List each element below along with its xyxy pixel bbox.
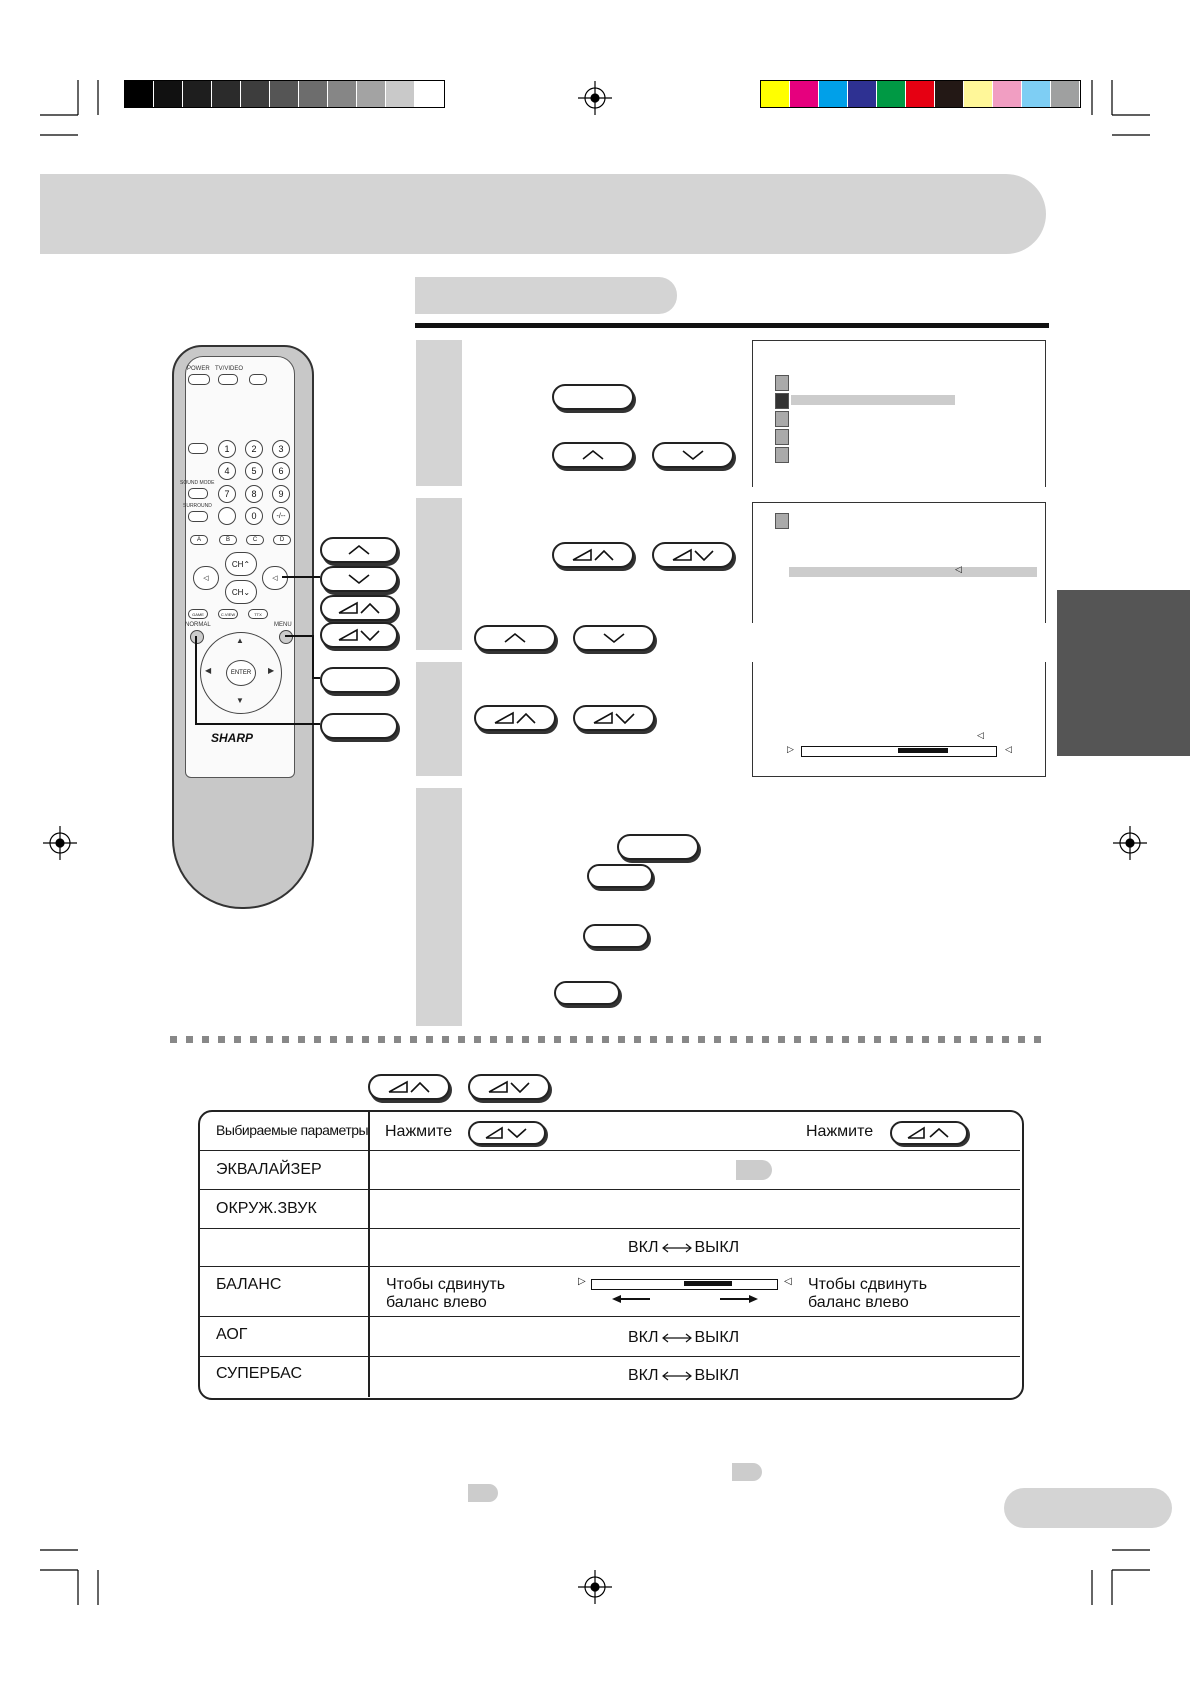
table-row-divider	[198, 1228, 1020, 1229]
digit-button-1[interactable]: 1	[218, 440, 236, 458]
cview-button[interactable]: C.VIEW	[218, 609, 238, 619]
step2-vol-up-button[interactable]	[552, 542, 634, 568]
table-balance-fill	[684, 1281, 732, 1286]
step-bar-1	[416, 340, 462, 486]
digit-button-6[interactable]: 6	[272, 462, 290, 480]
speaker-right-icon: ◁	[1005, 744, 1012, 754]
menu-icon-sound	[775, 393, 789, 409]
nav-left-arrow-icon[interactable]: ◀	[205, 666, 212, 675]
nav-down-arrow-icon[interactable]: ▼	[236, 696, 244, 705]
vol-down-button[interactable]: ◁	[193, 566, 219, 590]
left-arrow-icon	[612, 1294, 652, 1304]
dotted-separator	[170, 1036, 1050, 1043]
reference-tag	[736, 1160, 772, 1180]
digit-button-3[interactable]: 3	[272, 440, 290, 458]
sound-mode-label: SOUND MODE	[180, 480, 215, 486]
toggle-row-superbass	[628, 1367, 739, 1385]
up-button[interactable]	[320, 537, 398, 563]
osd-screen-sound	[752, 502, 1046, 623]
vol-down-callout-button[interactable]	[320, 622, 398, 648]
ch-down-button[interactable]: CH ⌄	[225, 580, 257, 604]
nav-right-arrow-icon[interactable]: ▶	[268, 666, 275, 675]
button-d[interactable]: D	[273, 535, 291, 545]
enter-button[interactable]: ENTER	[226, 660, 256, 686]
step4-button-3[interactable]	[583, 924, 649, 948]
header-vol-down-icon	[468, 1121, 546, 1145]
menu-highlight-bar	[791, 395, 955, 405]
normal-label: NORMAL	[185, 622, 211, 628]
step2-down-button[interactable]	[573, 625, 655, 651]
footer-tag-1	[732, 1463, 762, 1481]
menu-label: MENU	[274, 622, 292, 628]
header-param: Выбираемые параметры	[216, 1122, 369, 1138]
step2-vol-down-button[interactable]	[652, 542, 734, 568]
down-button[interactable]	[320, 566, 398, 592]
ch-down-label: CH	[231, 587, 244, 597]
toggle-on-label: ВКЛ	[628, 1239, 659, 1256]
digit-button-5[interactable]: 5	[245, 462, 263, 480]
table-vol-up-button[interactable]	[368, 1074, 450, 1100]
digit-button-2[interactable]: 2	[245, 440, 263, 458]
normal-callout-button[interactable]	[320, 713, 398, 739]
step1-up-button[interactable]	[552, 442, 634, 468]
ch-up-button[interactable]: CH ⌃	[225, 552, 257, 576]
menu-icon-picture	[775, 375, 789, 391]
table-row-divider	[198, 1356, 1020, 1357]
step1-menu-button[interactable]	[552, 384, 634, 410]
sound-highlight-bar	[789, 567, 1037, 577]
step3-vol-up-button[interactable]	[474, 705, 556, 731]
speaker-left-icon: ▷	[787, 744, 794, 754]
vol-up-callout-button[interactable]	[320, 595, 398, 621]
row-name-equalizer: ЭКВАЛАЙЗЕР	[216, 1161, 322, 1178]
osd-screen-menu	[752, 340, 1046, 487]
digit-button-0[interactable]: 0	[245, 507, 263, 525]
step-bar-2	[416, 498, 462, 650]
vol-up-button[interactable]: ◁	[262, 566, 288, 590]
digit-button-9[interactable]: 9	[272, 485, 290, 503]
osd-screen-balance	[752, 662, 1046, 777]
step2-up-button[interactable]	[474, 625, 556, 651]
double-arrow-icon	[661, 1243, 693, 1253]
button-a[interactable]: A	[190, 535, 208, 545]
step3-vol-down-button[interactable]	[573, 705, 655, 731]
step-bar-3	[416, 662, 462, 776]
step4-button-4[interactable]	[554, 981, 620, 1005]
menu-icon-setup	[775, 411, 789, 427]
step-bar-4	[416, 788, 462, 1026]
table-row-divider	[198, 1189, 1020, 1190]
row-name-surround: ОКРУЖ.ЗВУК	[216, 1200, 317, 1217]
table-column-divider	[368, 1111, 370, 1397]
balance-bar-fill	[898, 748, 948, 753]
table-row-divider	[198, 1266, 1020, 1267]
toggle-on-label: ВКЛ	[628, 1367, 659, 1384]
step4-button-2[interactable]	[587, 864, 653, 888]
speaker-icon: ◁	[955, 564, 962, 574]
row-name-balance: БАЛАНС	[216, 1276, 282, 1293]
menu-icon-channel	[775, 447, 789, 463]
table-speaker-left-icon: ▷	[578, 1276, 586, 1287]
table-row-divider	[198, 1150, 1020, 1151]
remote-brand-logo: SHARP	[211, 731, 254, 745]
step4-button-1[interactable]	[617, 834, 699, 860]
digit-button-4[interactable]: 4	[218, 462, 236, 480]
toggle-row-aog	[628, 1329, 739, 1347]
header-press-left: Нажмите	[385, 1123, 453, 1140]
row-name-aog: АОГ	[216, 1326, 248, 1343]
menu-callout-button[interactable]	[320, 667, 398, 693]
ttx-button[interactable]: TTX	[248, 609, 268, 619]
power-label: POWER	[187, 366, 210, 372]
table-row-divider	[198, 1316, 1020, 1317]
game-button[interactable]: GAME	[188, 609, 208, 619]
footer-tag-2	[468, 1484, 498, 1502]
balance-right-text: Чтобы сдвинуть баланс влево	[808, 1276, 928, 1311]
row-name-superbass: СУПЕРБАС	[216, 1365, 303, 1382]
menu-icon-feature	[775, 429, 789, 445]
double-arrow-icon	[661, 1371, 693, 1381]
balance-bar	[801, 746, 997, 757]
step1-down-button[interactable]	[652, 442, 734, 468]
toggle-off-label: ВЫКЛ	[694, 1367, 740, 1384]
tvvideo-label: TV/VIDEO	[215, 366, 244, 372]
page-number-pill	[1004, 1488, 1172, 1528]
double-arrow-icon	[661, 1333, 693, 1343]
speaker-icon-top: ◁	[977, 730, 984, 740]
header-vol-up-icon	[890, 1121, 968, 1145]
header-press-right: Нажмите	[806, 1123, 874, 1140]
toggle-row-3	[628, 1239, 739, 1257]
sound-menu-icon	[775, 513, 789, 529]
toggle-off-label: ВЫКЛ	[694, 1329, 740, 1346]
ch-up-label: CH	[231, 559, 244, 569]
nav-up-arrow-icon[interactable]: ▲	[236, 636, 244, 645]
toggle-on-label: ВКЛ	[628, 1329, 659, 1346]
button-c[interactable]: C	[246, 535, 264, 545]
digit-mode-button[interactable]: -/--	[272, 507, 290, 525]
balance-left-text: Чтобы сдвинуть баланс влево	[386, 1276, 506, 1311]
toggle-off-label: ВЫКЛ	[694, 1239, 740, 1256]
button-b[interactable]: B	[219, 535, 237, 545]
surround-label: SURROUND	[183, 503, 212, 509]
table-balance-bar	[591, 1279, 778, 1290]
table-speaker-right-icon: ◁	[784, 1276, 792, 1287]
table-vol-down-button[interactable]	[468, 1074, 550, 1100]
digit-button-7[interactable]: 7	[218, 485, 236, 503]
digit-button-8[interactable]: 8	[245, 485, 263, 503]
right-arrow-icon	[718, 1294, 758, 1304]
